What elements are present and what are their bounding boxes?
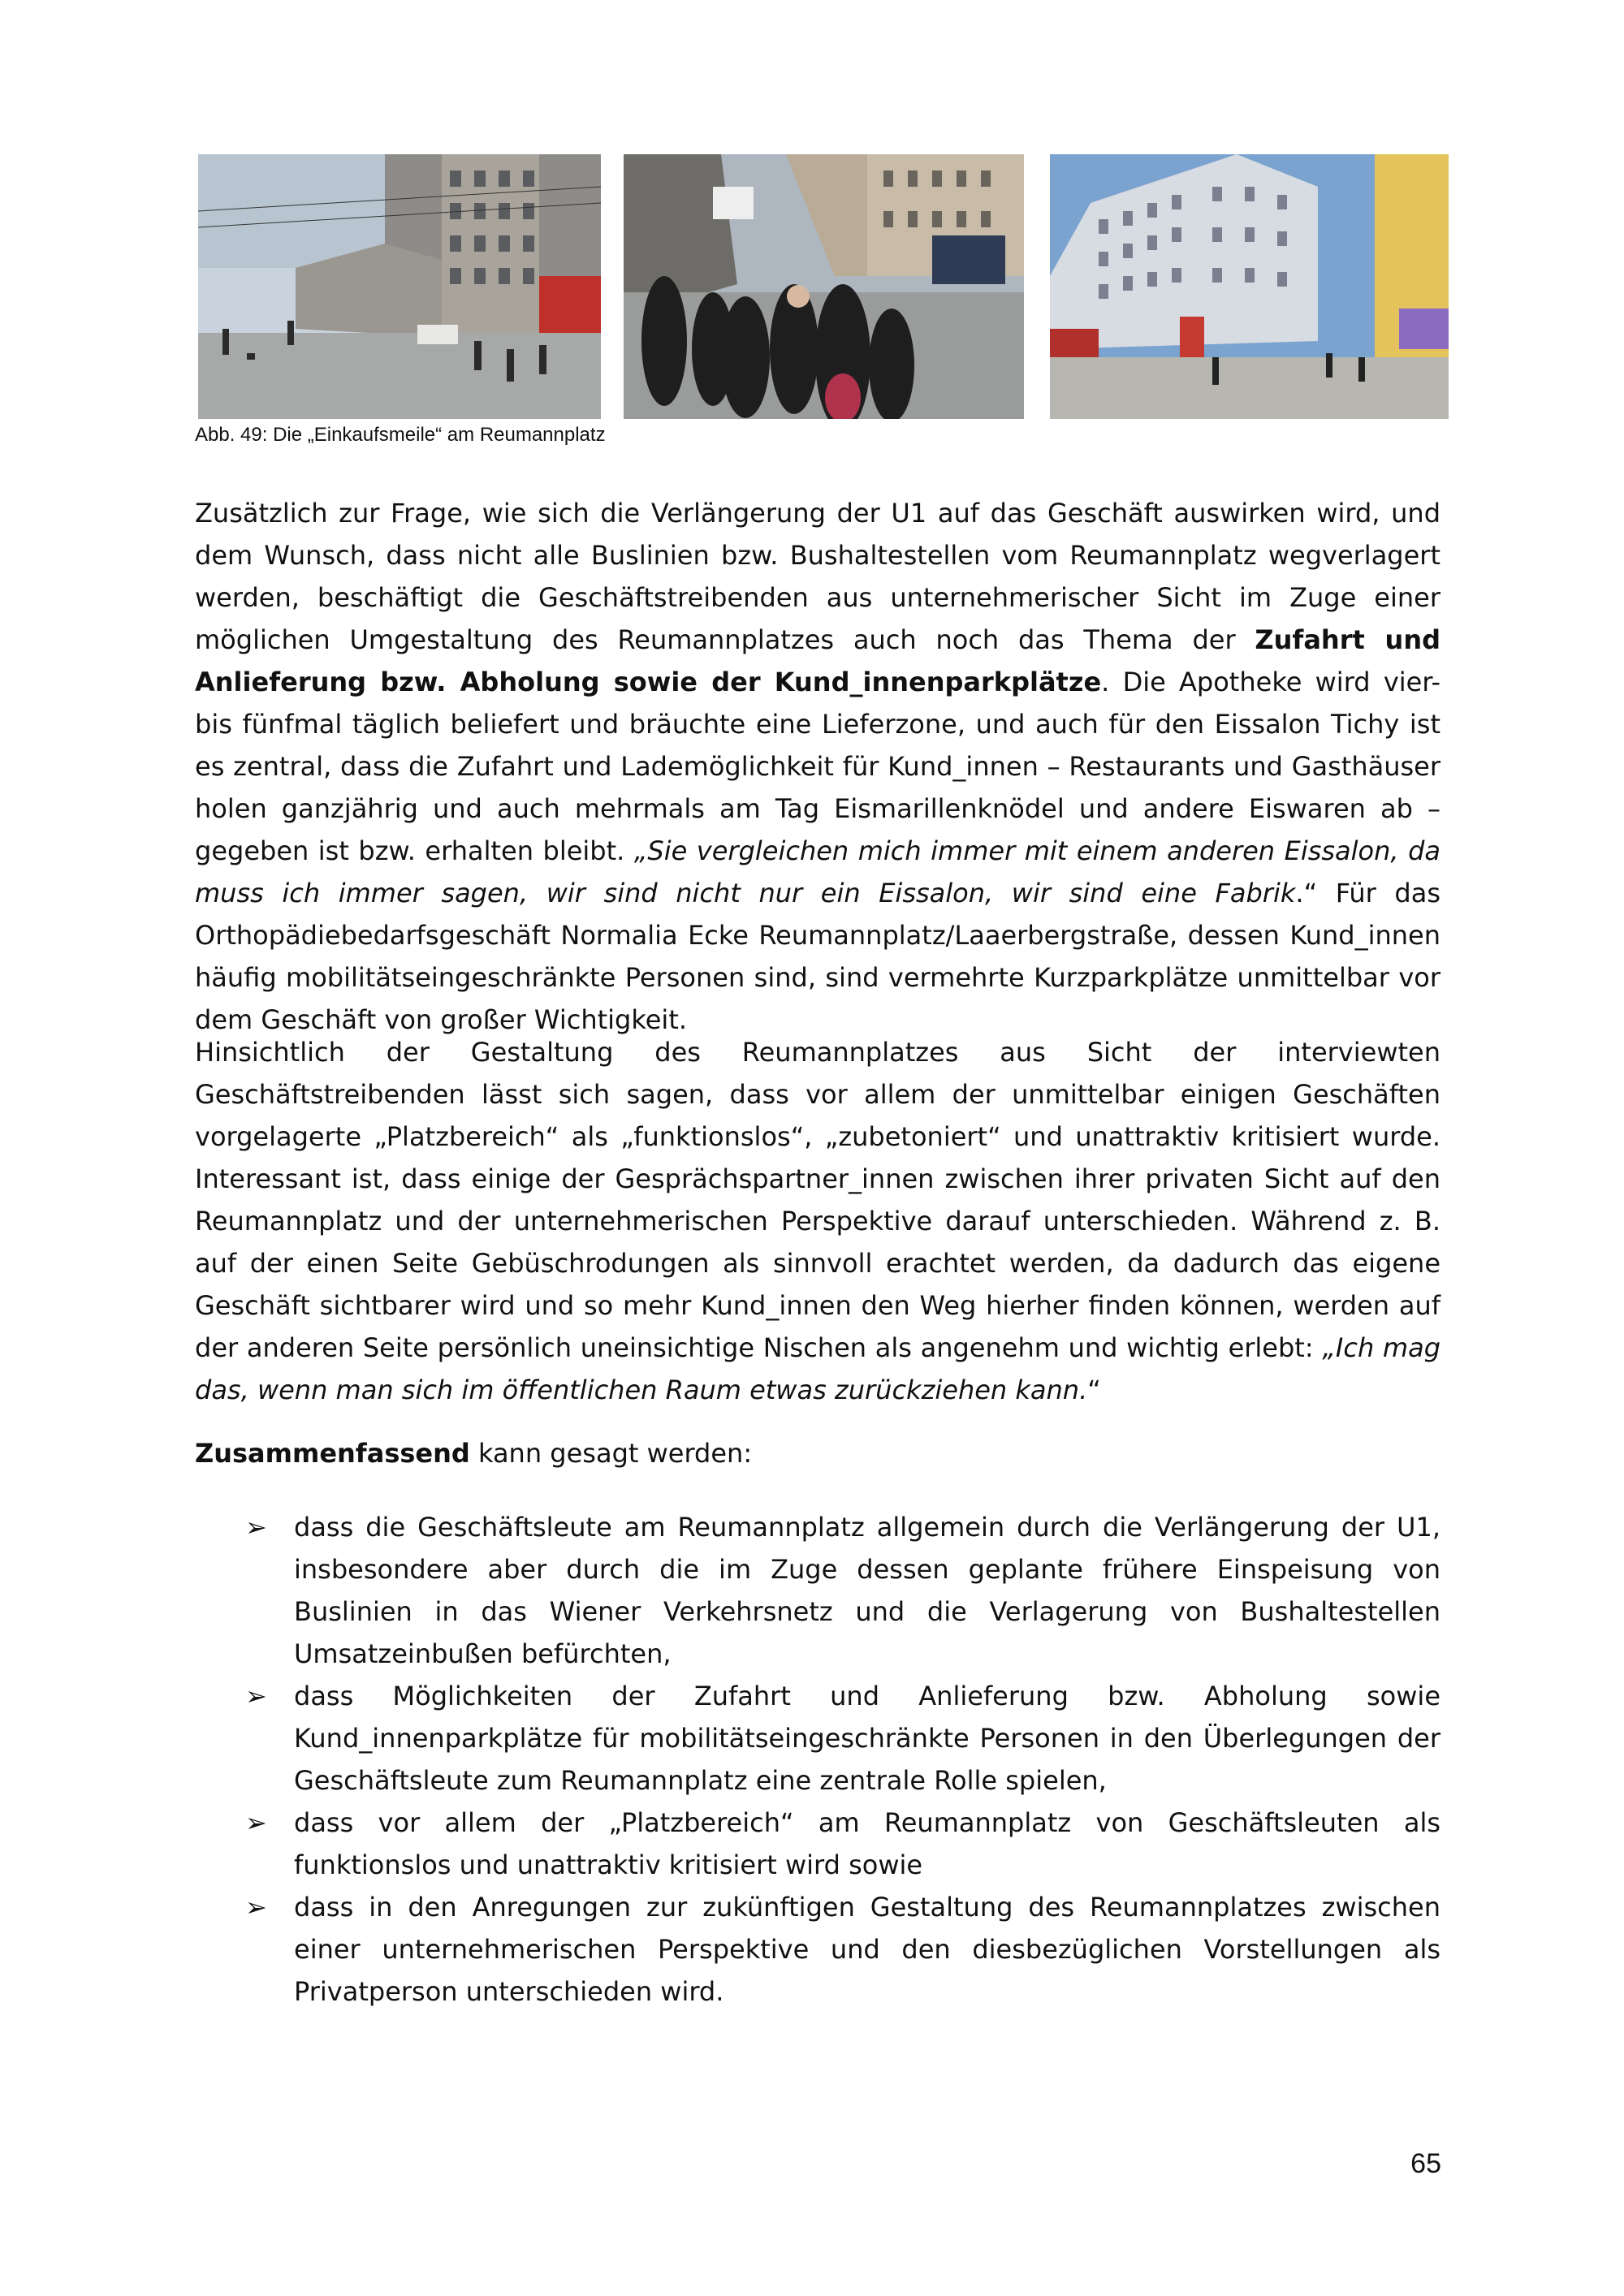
figure-photos: [198, 154, 1449, 419]
text-run: Zusätzlich zur Frage, wie sich die Verlängerung der U1 auf das Geschäft auswirken wird, und dem Wunsch, dass nicht alle Buslinien bzw. Bushaltestellen vom Reumannplatz wegverlagert werden, beschäftigt die Geschäftstreibenden aus unternehmerischer Sicht im Zuge einer möglichen Umgestaltung des Reumannplatzes auch noch das Thema der: [195, 498, 1440, 655]
paragraph-summary-intro: [195, 1432, 1440, 1474]
paragraph-access-delivery: [195, 492, 1440, 1041]
list-item: [195, 1675, 1440, 1802]
text-run: “: [1087, 1375, 1101, 1405]
arrow-bullet-icon: ➢: [245, 1512, 267, 1543]
list-item: [195, 1506, 1440, 1675]
arrow-bullet-icon: ➢: [245, 1807, 267, 1838]
quote-italic: „Sie vergleichen mich immer mit einem anderen Eissalon, da muss ich immer sagen, wir sind nicht nur ein Eissalon, wir sind eine Fabrik: [195, 835, 1441, 908]
list-item-text: dass vor allem der „Platzbereich“ am Reumannplatz von Geschäftsleuten als funktionslos und unattraktiv kritisiert wird sowie: [294, 1807, 1440, 1880]
text-run: . Die Apotheke wird vier- bis fünfmal täglich beliefert und bräuchte eine Lieferzone, und auch für den Eissalon Tichy ist es zentral, dass die Zufahrt und Lademöglichkeit für Kund_innen – Restaurants und Gasthäuser holen ganzjährig und auch mehrmals am Tag Eismarillenknödel und andere Eiswaren ab – gegeben ist bzw. erhalten bleibt.: [195, 667, 1441, 866]
arrow-bullet-icon: ➢: [245, 1892, 267, 1923]
quote-italic: „Ich mag das, wenn man sich im öffentlichen Raum etwas zurückziehen kann.: [195, 1332, 1441, 1405]
page-number: 65: [1410, 2148, 1441, 2179]
list-item: [195, 1802, 1440, 1886]
list-item-text: dass in den Anregungen zur zukünftigen Gestaltung des Reumannplatzes zwischen einer unternehmerischen Perspektive und den diesbezüglichen Vorstellungen als Privatperson unterschieden wird.: [294, 1892, 1440, 2007]
building-corner-photo-icon: [1050, 154, 1449, 419]
paragraph-design-views: [195, 1031, 1440, 1411]
list-item-text: dass Möglichkeiten der Zufahrt und Anlieferung bzw. Abholung sowie Kund_innenparkplätze für mobilitätseingeschränkte Personen in den Überlegungen der Geschäftsleute zum Reumannplatz eine zentrale Rolle spielen,: [294, 1681, 1440, 1796]
bold-text-run: Zusammenfassend: [195, 1438, 470, 1469]
text-run: kann gesagt werden:: [469, 1438, 753, 1469]
summary-list: [195, 1506, 1440, 2013]
list-item: [195, 1886, 1440, 2013]
figure-caption: Abb. 49: Die „Einkaufsmeile“ am Reumannplatz: [195, 424, 606, 446]
street-photo-icon: [198, 154, 601, 419]
arrow-bullet-icon: ➢: [245, 1681, 267, 1711]
text-run: .“ Für das Orthopädiebedarfsgeschäft Normalia Ecke Reumannplatz/Laaerbergstraße, dessen Kund_innen häufig mobilitätseingeschränkte Personen sind, sind vermehrte Kurzparkplätze unmittelbar vor dem Geschäft von großer Wichtigkeit.: [195, 878, 1441, 1035]
list-item-text: dass die Geschäftsleute am Reumannplatz allgemein durch die Verlängerung der U1, insbesondere aber durch die im Zuge dessen geplante frühere Einspeisung von Buslinien in das Wiener Verkehrsnetz und die Verlagerung von Bushaltestellen Umsatzeinbußen befürchten,: [294, 1512, 1440, 1669]
text-run: Hinsichtlich der Gestaltung des Reumannplatzes aus Sicht der interviewten Geschäftstreibenden lässt sich sagen, dass vor allem der unmittelbar einigen Geschäften vorgelagerte „Platzbereich“ als „funktionslos“, „zubetoniert“ und unattraktiv kritisiert wurde. Interessant ist, dass einige der Gesprächspartner_innen zwischen ihrer privaten Sicht auf den Reumannplatz und der unternehmerischen Perspektive darauf unterschieden. Während z. B. auf der einen Seite Gebüschrodungen als sinnvoll erachtet werden, da dadurch das eigene Geschäft sichtbarer wird und so mehr Kund_innen den Weg hierher finden können, werden auf der anderen Seite persönlich uneinsichtige Nischen als angenehm und wichtig erlebt:: [195, 1037, 1440, 1363]
street-crowd-photo-icon: [624, 154, 1024, 419]
bold-text-run: Zufahrt und Anlieferung bzw. Abholung sowie der Kund_innenparkplätze: [195, 624, 1441, 697]
